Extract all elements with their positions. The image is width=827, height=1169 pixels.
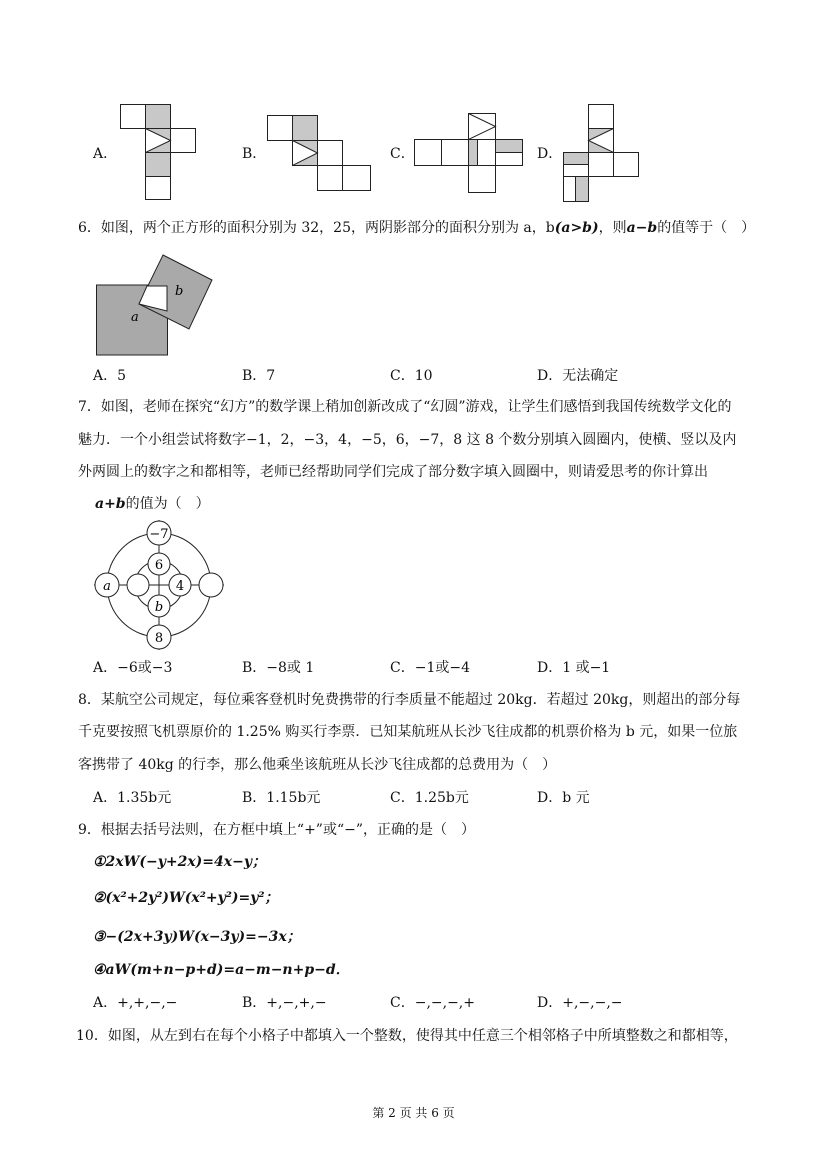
q6-option-c: C．10 xyxy=(390,368,433,384)
q8-option-c: C．1.25b元 xyxy=(390,790,469,806)
q7-option-b: B．−8或 1 xyxy=(242,660,315,676)
q7-line-4: a+b的值为（ ） xyxy=(95,496,210,512)
q6-option-b: B．7 xyxy=(242,368,276,384)
q7-line-3: 外两圆上的数字之和都相等，老师已经帮助同学们完成了部分数字填入圆圈中，则请爱思考的你计算出 xyxy=(78,464,708,480)
q9-option-a: A．+,+,−,− xyxy=(93,995,178,1011)
q5-option-a-label: A． xyxy=(93,146,118,162)
q7-fig-left: a xyxy=(103,579,111,594)
q6-option-a: A．5 xyxy=(93,368,127,384)
q5-figure-a xyxy=(120,104,196,200)
q7-line-1: 7．如图，老师在探究“幻方”的数学课上稍加创新改成了“幻圆”游戏，让学生们感悟到我国传统数学文化的 xyxy=(78,399,732,415)
q6-option-d: D．无法确定 xyxy=(537,368,619,384)
q7-fig-inner-bottom: b xyxy=(154,600,164,615)
q7-line-2: 魅力．一个小组尝试将数字−1，2，−3，4，−5，6，−7，8 这 8 个数分别填入圆圈内，使横、竖以及内 xyxy=(78,432,737,448)
q5-option-b-label: B． xyxy=(242,146,267,162)
q7-option-d: D．1 或−1 xyxy=(537,660,611,676)
q9-option-b: B．+,−,+,− xyxy=(242,995,327,1011)
q7-fig-inner-top: 6 xyxy=(154,558,164,573)
q7-fig-bottom: 8 xyxy=(154,631,164,646)
q9-item-4: ④aW(m+n−p+d)=a−m−n+p−d． xyxy=(93,962,350,978)
q6-stem: 6．如图，两个正方形的面积分别为 32，25，两阴影部分的面积分别为 a，b(a>b)，则a−b的值等于（ ） xyxy=(78,220,756,236)
q7-fig-inner-right: 4 xyxy=(175,579,185,594)
q9-stem: 9．根据去括号法则，在方框中填上“+”或“−”，正确的是（ ） xyxy=(78,822,475,838)
q6-label-b: b xyxy=(175,284,184,299)
q7-option-c: C．−1或−4 xyxy=(390,660,470,676)
q7-figure-magic-circle xyxy=(94,520,224,650)
q9-option-c: C．−,−,−,+ xyxy=(390,995,475,1011)
q10-line-1: 10．如图，从左到右在每个小格子中都填入一个整数，使得其中任意三个相邻格子中所填整数之和都相等， xyxy=(76,1028,738,1044)
q8-line-1: 8．某航空公司规定，每位乘客登机时免费携带的行李质量不能超过 20kg．若超过 20kg，则超出的部分每 xyxy=(78,692,741,708)
q6-figure-squares xyxy=(95,253,215,357)
q5-figure-b xyxy=(267,115,371,191)
q7-fig-top: −7 xyxy=(149,527,169,542)
q7-option-a: A．−6或−3 xyxy=(93,660,173,676)
q5-figure-d xyxy=(563,104,639,202)
q5-figure-c xyxy=(414,113,524,193)
q8-option-d: D．b 元 xyxy=(537,790,590,806)
q6-label-a: a xyxy=(131,310,139,325)
q9-item-1: ①2xW(−y+2x)=4x−y； xyxy=(93,854,266,870)
q9-item-3: ③−(2x+3y)W(x−3y)=−3x； xyxy=(93,929,301,945)
q9-item-2: ②(x²+2y²)W(x²+y²)=y²； xyxy=(93,890,279,906)
q8-option-a: A．1.35b元 xyxy=(93,790,172,806)
q5-option-c-label: C． xyxy=(390,146,415,162)
q5-option-d-label: D． xyxy=(537,146,563,162)
q8-line-3: 客携带了 40kg 的行李，那么他乘坐该航班从长沙飞往成都的总费用为（ ） xyxy=(78,757,557,773)
page-footer: 第 2 页 共 6 页 xyxy=(372,1106,455,1120)
q8-option-b: B．1.15b元 xyxy=(242,790,321,806)
q9-option-d: D．+,−,−,− xyxy=(537,995,623,1011)
q8-line-2: 千克要按照飞机票原价的 1.25% 购买行李票．已知某航班从长沙飞往成都的机票价格为 b 元，如果一位旅 xyxy=(78,724,738,740)
